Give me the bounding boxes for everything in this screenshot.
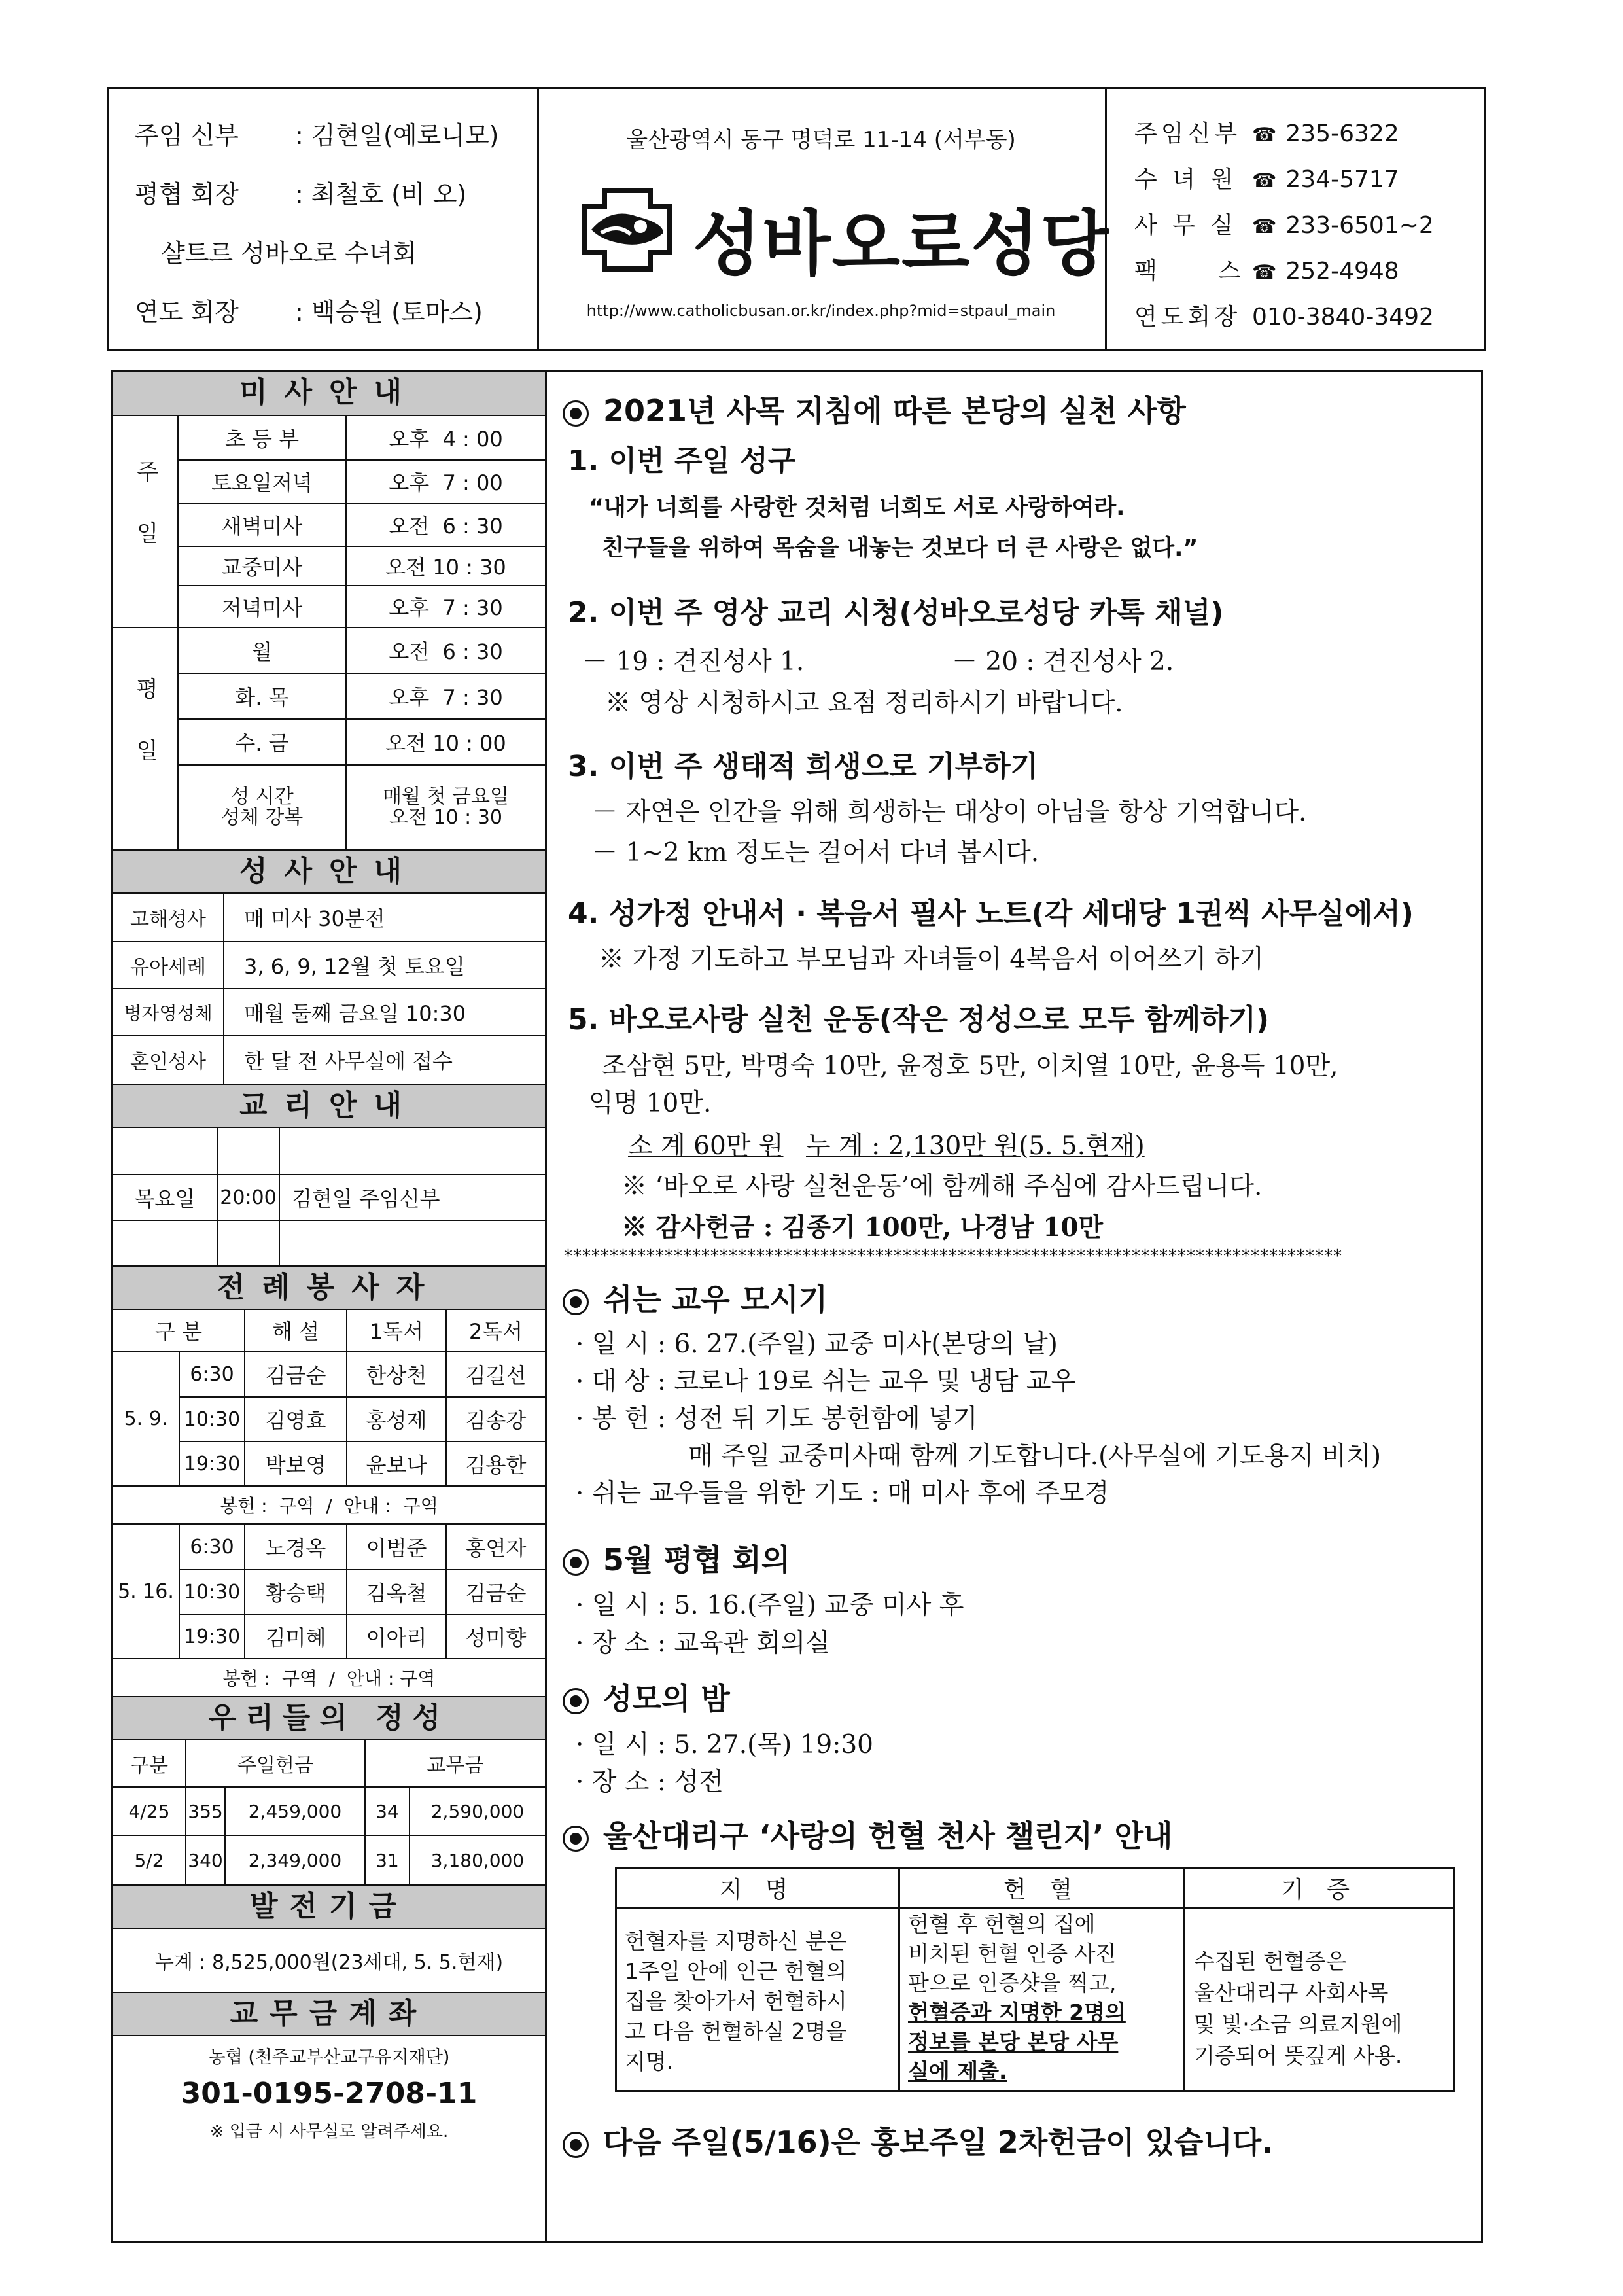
liturgy-header: 2독서 bbox=[468, 1319, 523, 1344]
blood-text-line: 고 다음 헌혈하실 2명을 bbox=[625, 2019, 847, 2044]
mary-heading-text: 성모의 밤 bbox=[603, 1681, 730, 1716]
bullet-icon bbox=[563, 1826, 589, 1852]
contact-row bbox=[1134, 298, 1434, 332]
council-line: · 장 소 : 교육관 회의실 bbox=[576, 1629, 830, 1658]
header-pastor-row bbox=[135, 115, 499, 151]
blood-text-line: 판으로 인증샷을 찍고, bbox=[908, 1970, 1117, 1996]
church-address: 울산광역시 동구 명덕로 11-14 (서부동) bbox=[626, 127, 1016, 153]
contact-label: 주임신부 bbox=[1134, 120, 1242, 147]
mass-name: 화. 목 bbox=[235, 685, 289, 710]
offerings-count: 355 bbox=[188, 1800, 223, 1822]
item-line: － 19 : 견진성사 1. bbox=[582, 647, 805, 677]
liturgy-cell: 김금순 bbox=[465, 1581, 527, 1606]
offerings-count: 31 bbox=[375, 1849, 399, 1871]
header-church-panel bbox=[539, 89, 1110, 349]
offerings-amount: 3,180,000 bbox=[430, 1849, 525, 1871]
retired-heading bbox=[563, 1276, 828, 1319]
contact-row bbox=[1134, 207, 1434, 240]
header-row-label: 연도 회장 bbox=[135, 298, 239, 327]
item-title: 2. 이번 주 영상 교리 시청(성바오로성당 카톡 채널) bbox=[568, 596, 1224, 629]
contact-phone: 235-6322 bbox=[1285, 120, 1399, 147]
blood-header: 헌 혈 bbox=[1003, 1876, 1080, 1903]
liturgy-cell: 홍연자 bbox=[465, 1536, 527, 1561]
item-title: 4. 성가정 안내서 · 복음서 필사 노트(각 세대당 1권씩 사무실에서) bbox=[568, 897, 1414, 930]
offerings-date: 5/2 bbox=[134, 1849, 164, 1871]
cumulative-total: 누 계 : 2,130만 원(5. 5.현재) bbox=[806, 1131, 1145, 1161]
offerings-amount: 2,459,000 bbox=[248, 1800, 342, 1822]
mass-time: 오전 6 : 30 bbox=[389, 639, 503, 664]
mass-time: 오전 10 : 00 bbox=[385, 731, 506, 756]
mass-section-title: 미사안내 bbox=[113, 372, 545, 416]
account-number: 301-0195-2708-11 bbox=[181, 2076, 478, 2110]
mass-name: 초 등 부 bbox=[224, 427, 300, 451]
development-section-title: 발전기금 bbox=[113, 1884, 545, 1929]
retired-line: · 봉 헌 : 성전 뒤 기도 봉헌함에 넣기 bbox=[576, 1404, 978, 1434]
mass-name: 교중미사 bbox=[221, 555, 303, 580]
header-staff-panel bbox=[109, 89, 539, 349]
liturgy-header: 구 분 bbox=[155, 1319, 202, 1344]
liturgy-time: 6:30 bbox=[190, 1535, 234, 1559]
item-line: 조삼현 5만, 박명숙 10만, 윤정호 5만, 이치열 10만, 윤용득 10만, bbox=[602, 1051, 1338, 1081]
blood-text-line: 및 빛·소금 의료지원에 bbox=[1194, 2011, 1403, 2037]
header-row-label: 평협 회장 bbox=[135, 180, 239, 209]
header-council-row bbox=[135, 174, 466, 210]
item-title: 3. 이번 주 생태적 희생으로 기부하기 bbox=[568, 750, 1038, 783]
item-line: ※ 영상 시청하시고 요점 정리하시기 바랍니다. bbox=[605, 688, 1123, 718]
blood-col-gift bbox=[1194, 1946, 1402, 2072]
contact-label: 사 무 실 bbox=[1134, 212, 1238, 239]
weekday-label bbox=[113, 628, 177, 849]
blood-header: 기 증 bbox=[1281, 1876, 1357, 1903]
liturgy-time: 6:30 bbox=[190, 1362, 234, 1386]
next-week-notice bbox=[563, 2119, 1273, 2162]
blood-col-donate bbox=[908, 1909, 1126, 2086]
pastoral-guidelines-heading bbox=[563, 387, 1186, 431]
blood-text-line: 지명. bbox=[625, 2049, 674, 2074]
liturgy-cell: 이범준 bbox=[366, 1536, 427, 1561]
blood-heading-text: 울산대리구 ‘사랑의 헌혈 천사 챌린지’ 안내 bbox=[603, 1818, 1173, 1854]
offerings-date: 4/25 bbox=[128, 1800, 170, 1822]
telephone-icon: ☎ bbox=[1252, 124, 1277, 147]
bullet-icon bbox=[563, 1688, 589, 1714]
contact-phone: 252-4948 bbox=[1285, 258, 1399, 285]
liturgy-note: 봉헌 : 구역 / 안내 : 구역 bbox=[222, 1668, 436, 1689]
header-row-value: : 백승원 (토마스) bbox=[295, 298, 483, 327]
weekday-label-text: 평일 bbox=[131, 677, 158, 800]
liturgy-cell: 황승택 bbox=[265, 1581, 326, 1606]
catechism-day: 목요일 bbox=[134, 1186, 196, 1211]
mass-time: 오후 7 : 30 bbox=[389, 595, 503, 620]
mass-name: 수. 금 bbox=[235, 731, 289, 756]
blood-text-line: 1주일 안에 인근 헌혈의 bbox=[625, 1958, 847, 1984]
catechism-time: 20:00 bbox=[220, 1186, 277, 1209]
sacrament-desc: 매 미사 30분전 bbox=[244, 906, 385, 931]
liturgy-header: 해 설 bbox=[272, 1319, 319, 1344]
liturgy-cell: 한상천 bbox=[366, 1363, 427, 1388]
mary-line: · 일 시 : 5. 27.(목) 19:30 bbox=[576, 1730, 873, 1759]
item-line: － 20 : 견진성사 2. bbox=[952, 647, 1174, 677]
blood-text-line: 비치된 헌혈 인증 사진 bbox=[908, 1941, 1117, 1966]
blood-text-line: 헌혈자를 지명하신 분은 bbox=[625, 1928, 847, 1954]
item-title: 5. 바오로사랑 실천 운동(작은 정성으로 모두 함께하기) bbox=[568, 1003, 1270, 1036]
mass-name: 성 시간 성체 강복 bbox=[220, 785, 304, 829]
blood-text-line: 수집된 헌혈증은 bbox=[1194, 1949, 1347, 1974]
liturgy-cell: 김길선 bbox=[465, 1363, 527, 1388]
blood-col-nominate bbox=[625, 1926, 847, 2077]
liturgy-time: 19:30 bbox=[183, 1625, 241, 1648]
liturgy-note: 봉헌 : 구역 / 안내 : 구역 bbox=[220, 1495, 438, 1517]
liturgy-date: 5. 16. bbox=[118, 1580, 174, 1603]
header-row-value: : 최철호 (비 오) bbox=[295, 180, 467, 209]
church-url-link[interactable]: http://www.catholicbusan.or.kr/index.php?mid=stpaul_main bbox=[586, 302, 1056, 320]
liturgy-cell: 박보영 bbox=[265, 1453, 326, 1477]
contact-phone: 010-3840-3492 bbox=[1252, 304, 1434, 330]
telephone-icon: ☎ bbox=[1252, 215, 1277, 238]
next-week-text: 다음 주일(5/16)은 홍보주일 2차헌금이 있습니다. bbox=[603, 2125, 1273, 2160]
sunday-label-text: 주일 bbox=[132, 460, 158, 583]
pastoral-heading-text: 2021년 사목 지침에 따른 본당의 실천 사항 bbox=[603, 393, 1186, 429]
liturgy-cell: 김금순 bbox=[265, 1363, 326, 1388]
telephone-icon: ☎ bbox=[1252, 261, 1277, 284]
offerings-header: 구분 bbox=[130, 1754, 168, 1777]
blood-text-line: 실에 제출. bbox=[908, 2058, 1007, 2084]
development-total: 누계 : 8,525,000원(23세대, 5. 5.현재) bbox=[154, 1951, 504, 1974]
sacrament-section-title: 성사안내 bbox=[113, 849, 545, 894]
contact-phone: 234-5717 bbox=[1285, 166, 1399, 193]
sacrament-name: 고해성사 bbox=[130, 908, 206, 931]
catechism-section-title: 교리안내 bbox=[113, 1084, 545, 1128]
council-heading bbox=[563, 1536, 790, 1580]
retired-line: · 대 상 : 코로나 19로 쉬는 교우 및 냉담 교우 bbox=[576, 1367, 1076, 1396]
catechism-desc: 김현일 주임신부 bbox=[292, 1186, 440, 1211]
header-memorial-row bbox=[135, 292, 483, 328]
scripture-line: 친구들을 위하여 목숨을 내놓는 것보다 더 큰 사랑은 없다.” bbox=[602, 535, 1198, 561]
mass-name: 새벽미사 bbox=[221, 514, 303, 539]
contact-label: 팩 스 bbox=[1134, 258, 1245, 285]
mass-name: 저녁미사 bbox=[221, 595, 303, 620]
account-section-title: 교무금계좌 bbox=[113, 1992, 545, 2036]
divider-stars: ************************************************************************************* bbox=[564, 1246, 1342, 1266]
item-line: 익명 10만. bbox=[589, 1089, 712, 1118]
offerings-amount: 2,349,000 bbox=[248, 1849, 342, 1871]
mass-time: 오전 6 : 30 bbox=[389, 514, 503, 539]
retired-heading-text: 쉬는 교우 모시기 bbox=[603, 1282, 828, 1317]
offerings-count: 34 bbox=[375, 1800, 399, 1822]
header-contacts-panel bbox=[1107, 89, 1484, 349]
contact-label: 연도회장 bbox=[1134, 304, 1242, 330]
mass-time: 오전 10 : 30 bbox=[385, 555, 506, 580]
item-line: － 1~2 km 정도는 걸어서 다녀 봅시다. bbox=[592, 838, 1039, 868]
sacrament-desc: 매월 둘째 금요일 10:30 bbox=[244, 1001, 466, 1026]
blood-text-line: 헌혈 후 헌혈의 집에 bbox=[908, 1911, 1096, 1937]
retired-line: · 일 시 : 6. 27.(주일) 교중 미사(본당의 날) bbox=[576, 1330, 1058, 1359]
liturgy-time: 19:30 bbox=[183, 1452, 241, 1475]
item-line: － 자연은 인간을 위해 희생하는 대상이 아님을 항상 기억합니다. bbox=[592, 798, 1307, 827]
liturgy-cell: 김옥철 bbox=[366, 1581, 427, 1606]
scripture-line: “내가 너희를 사랑한 것처럼 너희도 서로 사랑하여라. bbox=[589, 495, 1125, 521]
council-line: · 일 시 : 5. 16.(주일) 교중 미사 후 bbox=[576, 1591, 964, 1620]
left-info-column bbox=[111, 370, 547, 2243]
mass-name: 토요일저녁 bbox=[211, 470, 313, 495]
church-logo-icon bbox=[565, 187, 689, 272]
offerings-count: 340 bbox=[188, 1849, 223, 1871]
header-sisters-row bbox=[161, 233, 417, 269]
liturgy-date: 5. 9. bbox=[124, 1407, 168, 1430]
mass-time: 매월 첫 금요일 오전 10 : 30 bbox=[383, 785, 509, 829]
sacrament-name: 혼인성사 bbox=[130, 1051, 206, 1074]
mary-line: · 장 소 : 성전 bbox=[576, 1767, 724, 1797]
liturgy-header: 1독서 bbox=[369, 1319, 424, 1344]
blood-header: 지 명 bbox=[719, 1876, 796, 1903]
liturgy-cell: 김용한 bbox=[465, 1453, 527, 1477]
liturgy-cell: 홍성제 bbox=[366, 1408, 427, 1433]
liturgy-cell: 윤보나 bbox=[366, 1453, 427, 1477]
sunday-label bbox=[113, 416, 177, 627]
offerings-amount: 2,590,000 bbox=[430, 1800, 525, 1822]
liturgy-cell: 노경옥 bbox=[265, 1536, 326, 1561]
mass-time: 오후 4 : 00 bbox=[389, 427, 503, 451]
blood-challenge-table bbox=[615, 1867, 1455, 2092]
bulletin-header bbox=[107, 87, 1486, 351]
liturgy-time: 10:30 bbox=[183, 1580, 241, 1604]
item-line: ※ 가정 기도하고 부모님과 자녀들이 4복음서 이어쓰기 하기 bbox=[599, 945, 1265, 974]
sacrament-name: 유아세례 bbox=[130, 956, 206, 979]
contact-row bbox=[1134, 115, 1399, 149]
bullet-icon bbox=[563, 1289, 589, 1315]
blood-text-line: 집을 찾아가서 헌혈하시 bbox=[625, 1988, 847, 2014]
bullet-icon bbox=[563, 1549, 589, 1576]
item-title: 1. 이번 주일 성구 bbox=[568, 444, 796, 478]
contact-row bbox=[1134, 161, 1399, 194]
offerings-header: 교무금 bbox=[427, 1754, 484, 1777]
blood-text-line: 울산대리구 사회사목 bbox=[1194, 1980, 1389, 2005]
account-note: ※ 입금 시 사무실로 알려주세요. bbox=[209, 2121, 449, 2142]
mass-time: 오후 7 : 00 bbox=[389, 470, 503, 495]
retired-line: 매 주일 교중미사때 함께 기도합니다.(사무실에 기도용지 비치) bbox=[688, 1441, 1382, 1471]
telephone-icon: ☎ bbox=[1252, 169, 1277, 192]
church-name: 성바오로성당 bbox=[693, 203, 1110, 285]
mass-name: 월 bbox=[252, 639, 272, 664]
liturgy-section-title: 전례봉사자 bbox=[113, 1265, 545, 1310]
subtotal: 소 계 60만 원 bbox=[628, 1131, 784, 1161]
blood-heading bbox=[563, 1812, 1172, 1856]
mary-heading bbox=[563, 1675, 730, 1718]
contact-phone: 233-6501~2 bbox=[1285, 212, 1434, 239]
bullet-icon bbox=[563, 2132, 589, 2158]
mass-time: 오후 7 : 30 bbox=[389, 685, 503, 710]
blood-text-line: 정보를 본당 본당 사무 bbox=[908, 2029, 1119, 2055]
offerings-section-title: 우리들의 정성 bbox=[113, 1696, 545, 1740]
liturgy-cell: 성미향 bbox=[465, 1625, 527, 1650]
liturgy-cell: 김송강 bbox=[465, 1408, 527, 1433]
liturgy-time: 10:30 bbox=[183, 1407, 241, 1431]
header-row-value: : 김현일(예로니모) bbox=[295, 121, 499, 150]
item-line: ※ ‘바오로 사랑 실천운동’에 함께해 주심에 감사드립니다. bbox=[621, 1172, 1263, 1201]
blood-text-line: 기증되어 뜻깊게 사용. bbox=[1194, 2043, 1403, 2068]
item-line: ※ 감사헌금 : 김종기 100만, 나경남 10만 bbox=[621, 1212, 1104, 1243]
sacrament-desc: 3, 6, 9, 12월 첫 토요일 bbox=[244, 954, 465, 979]
blood-text-line: 헌혈증과 지명한 2명의 bbox=[908, 2000, 1126, 2025]
liturgy-cell: 김영효 bbox=[265, 1408, 326, 1433]
sacrament-desc: 한 달 전 사무실에 접수 bbox=[244, 1049, 453, 1074]
contact-label: 수 녀 원 bbox=[1134, 166, 1238, 193]
header-row-value: 샬트르 성바오로 수녀회 bbox=[161, 239, 417, 268]
liturgy-cell: 김미혜 bbox=[265, 1625, 326, 1650]
offerings-header: 주일헌금 bbox=[237, 1754, 313, 1777]
account-bank: 농협 (천주교부산교구유지재단) bbox=[208, 2047, 450, 2068]
council-heading-text: 5월 평협 회의 bbox=[603, 1542, 791, 1578]
contact-row bbox=[1134, 253, 1399, 286]
liturgy-cell: 이아리 bbox=[366, 1625, 427, 1650]
header-row-label: 주임 신부 bbox=[135, 121, 239, 150]
sacrament-name: 병자영성체 bbox=[124, 1002, 213, 1024]
bullet-icon bbox=[563, 400, 589, 427]
retired-line: · 쉬는 교우들을 위한 기도 : 매 미사 후에 주모경 bbox=[576, 1479, 1109, 1508]
